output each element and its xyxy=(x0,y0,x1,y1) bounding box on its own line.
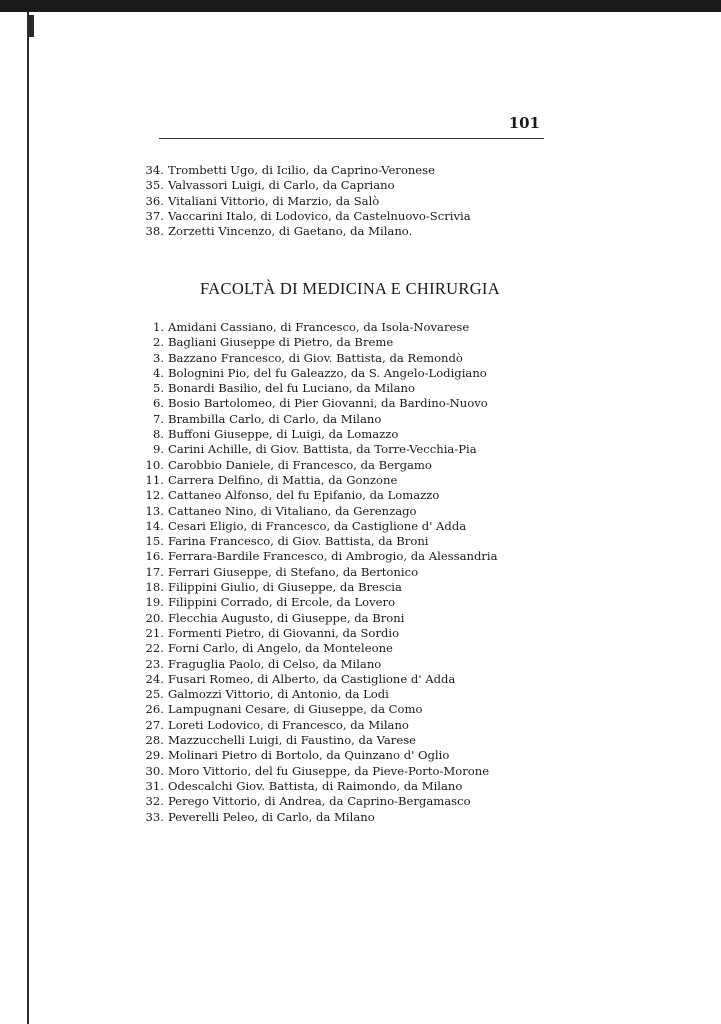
entry-text: Zorzetti Vincenzo, di Gaetano, da Milano. xyxy=(168,224,413,239)
entry-text: Fusari Romeo, di Alberto, da Castiglione d' Adda xyxy=(168,671,456,686)
entry-text: Fraguglia Paolo, di Celso, da Milano xyxy=(168,656,382,671)
entry-text: Forni Carlo, di Angelo, da Monteleone xyxy=(168,641,393,656)
entry-text: Molinari Pietro di Bortolo, da Quinzano d' Oglio xyxy=(168,748,450,763)
list-item xyxy=(128,209,471,224)
binding-edge-mark xyxy=(27,15,34,37)
binding-edge-line xyxy=(27,12,29,1024)
entry-number: 2. xyxy=(152,335,164,350)
list-item xyxy=(128,320,498,335)
entry-text: Brambilla Carlo, di Carlo, da Milano xyxy=(168,411,382,426)
entry-number: 19. xyxy=(145,595,164,610)
entry-text: Ferrara-Bardile Francesco, di Ambrogio, da Alessandria xyxy=(168,549,498,564)
entry-number: 36. xyxy=(145,193,164,208)
list-item xyxy=(128,641,498,656)
list-item xyxy=(128,733,498,748)
entry-number: 9. xyxy=(152,442,164,457)
list-item xyxy=(128,335,498,350)
entry-number: 4. xyxy=(152,365,164,380)
entry-text: Vaccarini Italo, di Lodovico, da Castelnuovo-Scrivia xyxy=(168,208,471,223)
list-item xyxy=(128,412,498,427)
entry-number: 30. xyxy=(145,763,164,778)
entry-text: Cesari Eligio, di Francesco, da Castiglione d' Adda xyxy=(168,518,467,533)
entry-text: Filippini Corrado, di Ercole, da Lovero xyxy=(168,595,396,610)
entry-number: 16. xyxy=(145,549,164,564)
entry-number: 1. xyxy=(152,320,164,334)
entry-text: Loreti Lodovico, di Francesco, da Milano xyxy=(168,717,409,732)
entry-text: Bagliani Giuseppe di Pietro, da Breme xyxy=(168,335,394,350)
list-item xyxy=(128,194,471,209)
entry-number: 10. xyxy=(145,457,164,472)
entry-text: Cattaneo Alfonso, del fu Epifanio, da Lomazzo xyxy=(168,488,440,503)
entry-number: 25. xyxy=(145,687,164,702)
entry-number: 33. xyxy=(145,809,164,824)
entry-number: 14. xyxy=(145,518,164,533)
entry-number: 38. xyxy=(145,224,164,239)
entry-number: 13. xyxy=(145,503,164,518)
entry-text: Galmozzi Vittorio, di Antonio, da Lodi xyxy=(168,687,389,702)
entry-number: 17. xyxy=(145,564,164,579)
entry-text: Formenti Pietro, di Giovanni, da Sordio xyxy=(168,625,400,640)
list-item xyxy=(128,794,498,809)
list-item xyxy=(128,488,498,503)
entry-number: 20. xyxy=(145,610,164,625)
entry-text: Ferrari Giuseppe, di Stefano, da Bertonico xyxy=(168,564,419,579)
entry-text: Bosio Bartolomeo, di Pier Giovanni, da Bardino-Nuovo xyxy=(168,396,488,411)
continued-entry-list xyxy=(128,163,471,239)
section-title: FACOLTÀ DI MEDICINA E CHIRURGIA xyxy=(200,279,500,298)
list-item xyxy=(128,396,498,411)
list-item xyxy=(128,702,498,717)
list-item xyxy=(128,427,498,442)
entry-number: 15. xyxy=(145,534,164,549)
entry-number: 21. xyxy=(145,625,164,640)
entry-text: Amidani Cassiano, di Francesco, da Isola-Novarese xyxy=(168,320,470,334)
entry-text: Carrera Delfino, di Mattia, da Gonzone xyxy=(168,472,398,487)
list-item xyxy=(128,366,498,381)
entry-text: Bonardi Basilio, del fu Luciano, da Milano xyxy=(168,381,415,396)
scan-left-margin xyxy=(0,12,12,1024)
entry-number: 29. xyxy=(145,748,164,763)
list-item xyxy=(128,672,498,687)
entry-text: Bazzano Francesco, di Giov. Battista, da Remondò xyxy=(168,350,463,365)
entry-number: 12. xyxy=(145,488,164,503)
entry-text: Carini Achille, di Giov. Battista, da Torre-Vecchia-Pia xyxy=(168,442,477,457)
entry-number: 23. xyxy=(145,656,164,671)
entry-text: Filippini Giulio, di Giuseppe, da Brescia xyxy=(168,580,402,595)
entry-number: 7. xyxy=(152,411,164,426)
list-item xyxy=(128,534,498,549)
list-item xyxy=(128,810,498,825)
entry-text: Perego Vittorio, di Andrea, da Caprino-Bergamasco xyxy=(168,794,471,809)
entry-number: 31. xyxy=(145,778,164,793)
entry-text: Bolognini Pio, del fu Galeazzo, da S. Angelo-Lodigiano xyxy=(168,365,487,380)
page-number: 101 xyxy=(508,114,540,132)
list-item xyxy=(128,779,498,794)
entry-text: Cattaneo Nino, di Vitaliano, da Gerenzago xyxy=(168,503,417,518)
entry-number: 22. xyxy=(145,641,164,656)
entry-text: Mazzucchelli Luigi, di Faustino, da Varese xyxy=(168,733,417,748)
list-item xyxy=(128,687,498,702)
entry-number: 32. xyxy=(145,794,164,809)
list-item xyxy=(128,351,498,366)
list-item xyxy=(128,381,498,396)
list-item xyxy=(128,565,498,580)
entry-number: 3. xyxy=(152,350,164,365)
entry-text: Lampugnani Cesare, di Giuseppe, da Como xyxy=(168,702,423,717)
list-item xyxy=(128,473,498,488)
list-item xyxy=(128,549,498,564)
entry-number: 26. xyxy=(145,702,164,717)
entry-number: 5. xyxy=(152,381,164,396)
list-item xyxy=(128,718,498,733)
entry-text: Peverelli Peleo, di Carlo, da Milano xyxy=(168,809,375,824)
list-item xyxy=(128,178,471,193)
list-item xyxy=(128,657,498,672)
entry-number: 37. xyxy=(145,208,164,223)
entry-text: Moro Vittorio, del fu Giuseppe, da Pieve-Porto-Morone xyxy=(168,763,490,778)
entry-number: 11. xyxy=(145,472,164,487)
list-item xyxy=(128,764,498,779)
list-item xyxy=(128,442,498,457)
list-item xyxy=(128,458,498,473)
entry-text: Odescalchi Giov. Battista, di Raimondo, da Milano xyxy=(168,778,463,793)
list-item xyxy=(128,519,498,534)
entry-text: Farina Francesco, di Giov. Battista, da Broni xyxy=(168,534,429,549)
medicine-entry-list xyxy=(128,320,498,825)
entry-text: Flecchia Augusto, di Giuseppe, da Broni xyxy=(168,610,405,625)
entry-number: 18. xyxy=(145,580,164,595)
header-rule xyxy=(159,138,544,139)
list-item xyxy=(128,580,498,595)
entry-number: 35. xyxy=(145,178,164,193)
entry-text: Trombetti Ugo, di Icilio, da Caprino-Veronese xyxy=(168,163,435,177)
list-item xyxy=(128,611,498,626)
entry-number: 8. xyxy=(152,427,164,442)
entry-number: 24. xyxy=(145,671,164,686)
list-item xyxy=(128,224,471,239)
entry-text: Carobbio Daniele, di Francesco, da Bergamo xyxy=(168,457,432,472)
list-item xyxy=(128,748,498,763)
scan-top-border xyxy=(0,0,721,12)
list-item xyxy=(128,504,498,519)
list-item xyxy=(128,626,498,641)
entry-number: 6. xyxy=(152,396,164,411)
entry-text: Vitaliani Vittorio, di Marzio, da Salò xyxy=(168,193,380,208)
entry-number: 28. xyxy=(145,733,164,748)
entry-text: Valvassori Luigi, di Carlo, da Capriano xyxy=(168,178,395,193)
entry-text: Buffoni Giuseppe, di Luigi, da Lomazzo xyxy=(168,427,399,442)
list-item xyxy=(128,595,498,610)
entry-number: 27. xyxy=(145,717,164,732)
list-item xyxy=(128,163,471,178)
entry-number: 34. xyxy=(145,163,164,177)
